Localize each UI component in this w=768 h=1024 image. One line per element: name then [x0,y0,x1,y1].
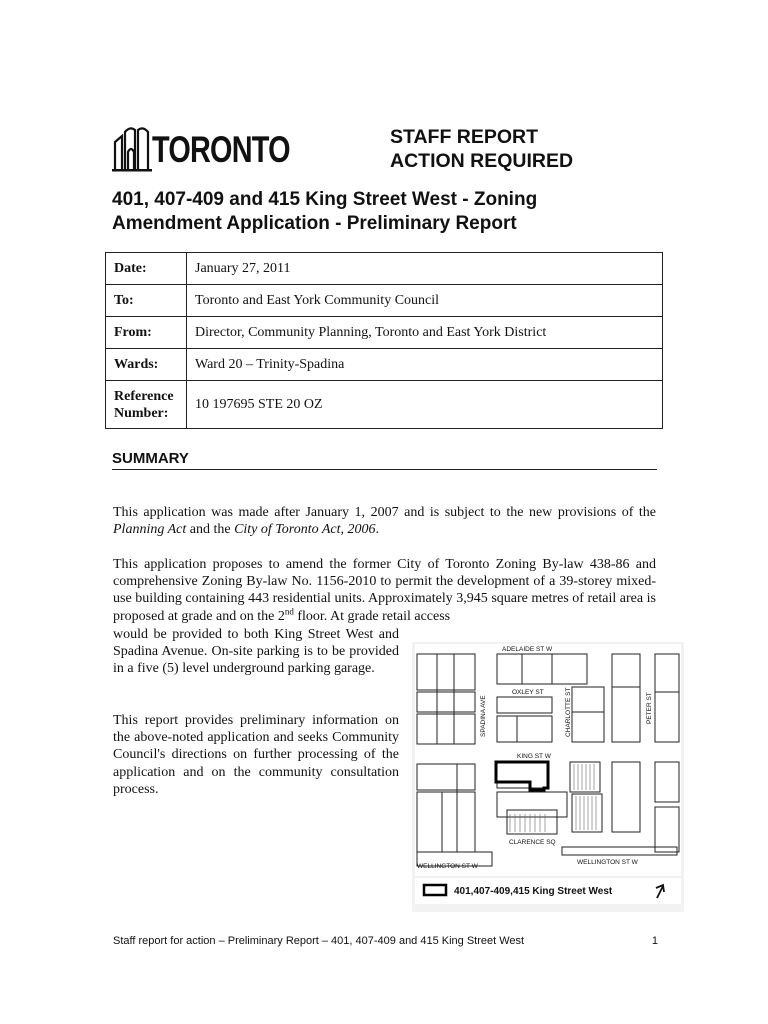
reference-value: 10 197695 STE 20 OZ [187,381,663,429]
p1-text-e: . [375,522,380,538]
map-label-wellington-left: WELLINGTON ST W [417,863,478,870]
map-legend-text: 401,407-409,415 King Street West [454,886,613,897]
p2-text-b: floor. At grade retail access [293,608,451,624]
table-row [106,317,663,349]
p1-text-a: This application was made after January 1, 2007 and is subject to the new provisions of the [113,505,656,520]
summary-heading: SUMMARY [112,450,189,467]
summary-paragraph-3: would be provided to both King Street West and Spadina Avenue. On-site parking is to be provided in a five (5) level underground parking garage. [113,627,399,677]
footer-text: Staff report for action – Preliminary Report – 401, 407-409 and 415 King Street West [113,935,525,947]
from-label: From: [106,317,187,349]
table-row [106,285,663,317]
table-row [106,381,663,429]
logo-wordmark: TORONTO [152,129,290,170]
summary-paragraph-1 [113,504,656,538]
map-label-peter: PETER ST [646,692,653,724]
report-type-line1: STAFF REPORT [390,126,539,148]
p1-planning-act: Planning Act [113,522,187,538]
map-label-oxley: OXLEY ST [512,689,544,696]
report-title-line2: Amendment Application - Preliminary Report [112,213,517,234]
p1-city-act: City of Toronto Act, 2006 [234,522,376,538]
table-row [106,349,663,381]
p2-superscript: nd [284,605,294,616]
reference-label [106,381,187,429]
map-label-adelaide: ADELAIDE ST W [502,646,553,653]
page-footer [113,935,658,947]
map-label-spadina: SPADINA AVE [480,695,487,737]
reference-label-line2: Number: [114,405,169,421]
report-type [390,125,573,173]
table-row [106,253,663,285]
to-label: To: [106,285,187,317]
p2-text-a: This application proposes to amend the former City of Toronto Zoning By-law 438-86 and comprehensive Zoning By-law No. 1156-2010 to permit the development of a 39-storey mixed-use building containing 443 residential units. Approximately 3,945 square metres of retail area is proposed at grade and on the 2 [113,557,656,624]
wards-value: Ward 20 – Trinity-Spadina [187,349,663,381]
map-label-wellington-right: WELLINGTON ST W [577,859,638,866]
from-value: Director, Community Planning, Toronto and East York District [187,317,663,349]
map-label-king: KING ST W [517,753,551,760]
to-value: Toronto and East York Community Council [187,285,663,317]
p1-text-c: and the [186,522,235,538]
page-number: 1 [651,935,658,947]
date-value: January 27, 2011 [187,253,663,285]
summary-divider [112,469,657,470]
report-title-line1: 401, 407-409 and 415 King Street West - Zoning [112,189,538,210]
date-label: Date: [106,253,187,285]
summary-paragraph-2 [113,556,656,625]
report-type-line2: ACTION REQUIRED [390,150,574,172]
map-label-clarence: CLARENCE SQ [509,839,556,846]
summary-paragraph-4: This report provides preliminary information on the above-noted application and seeks Community Council's directions on further processing of the application and on the community consultation process. [113,713,399,797]
report-title [112,188,672,236]
report-info-table [105,252,663,429]
site-location-map [412,642,684,912]
reference-label-line1: Reference [114,388,174,404]
map-label-charlotte: CHARLOTTE ST [565,687,572,737]
wards-label: Wards: [106,349,187,381]
